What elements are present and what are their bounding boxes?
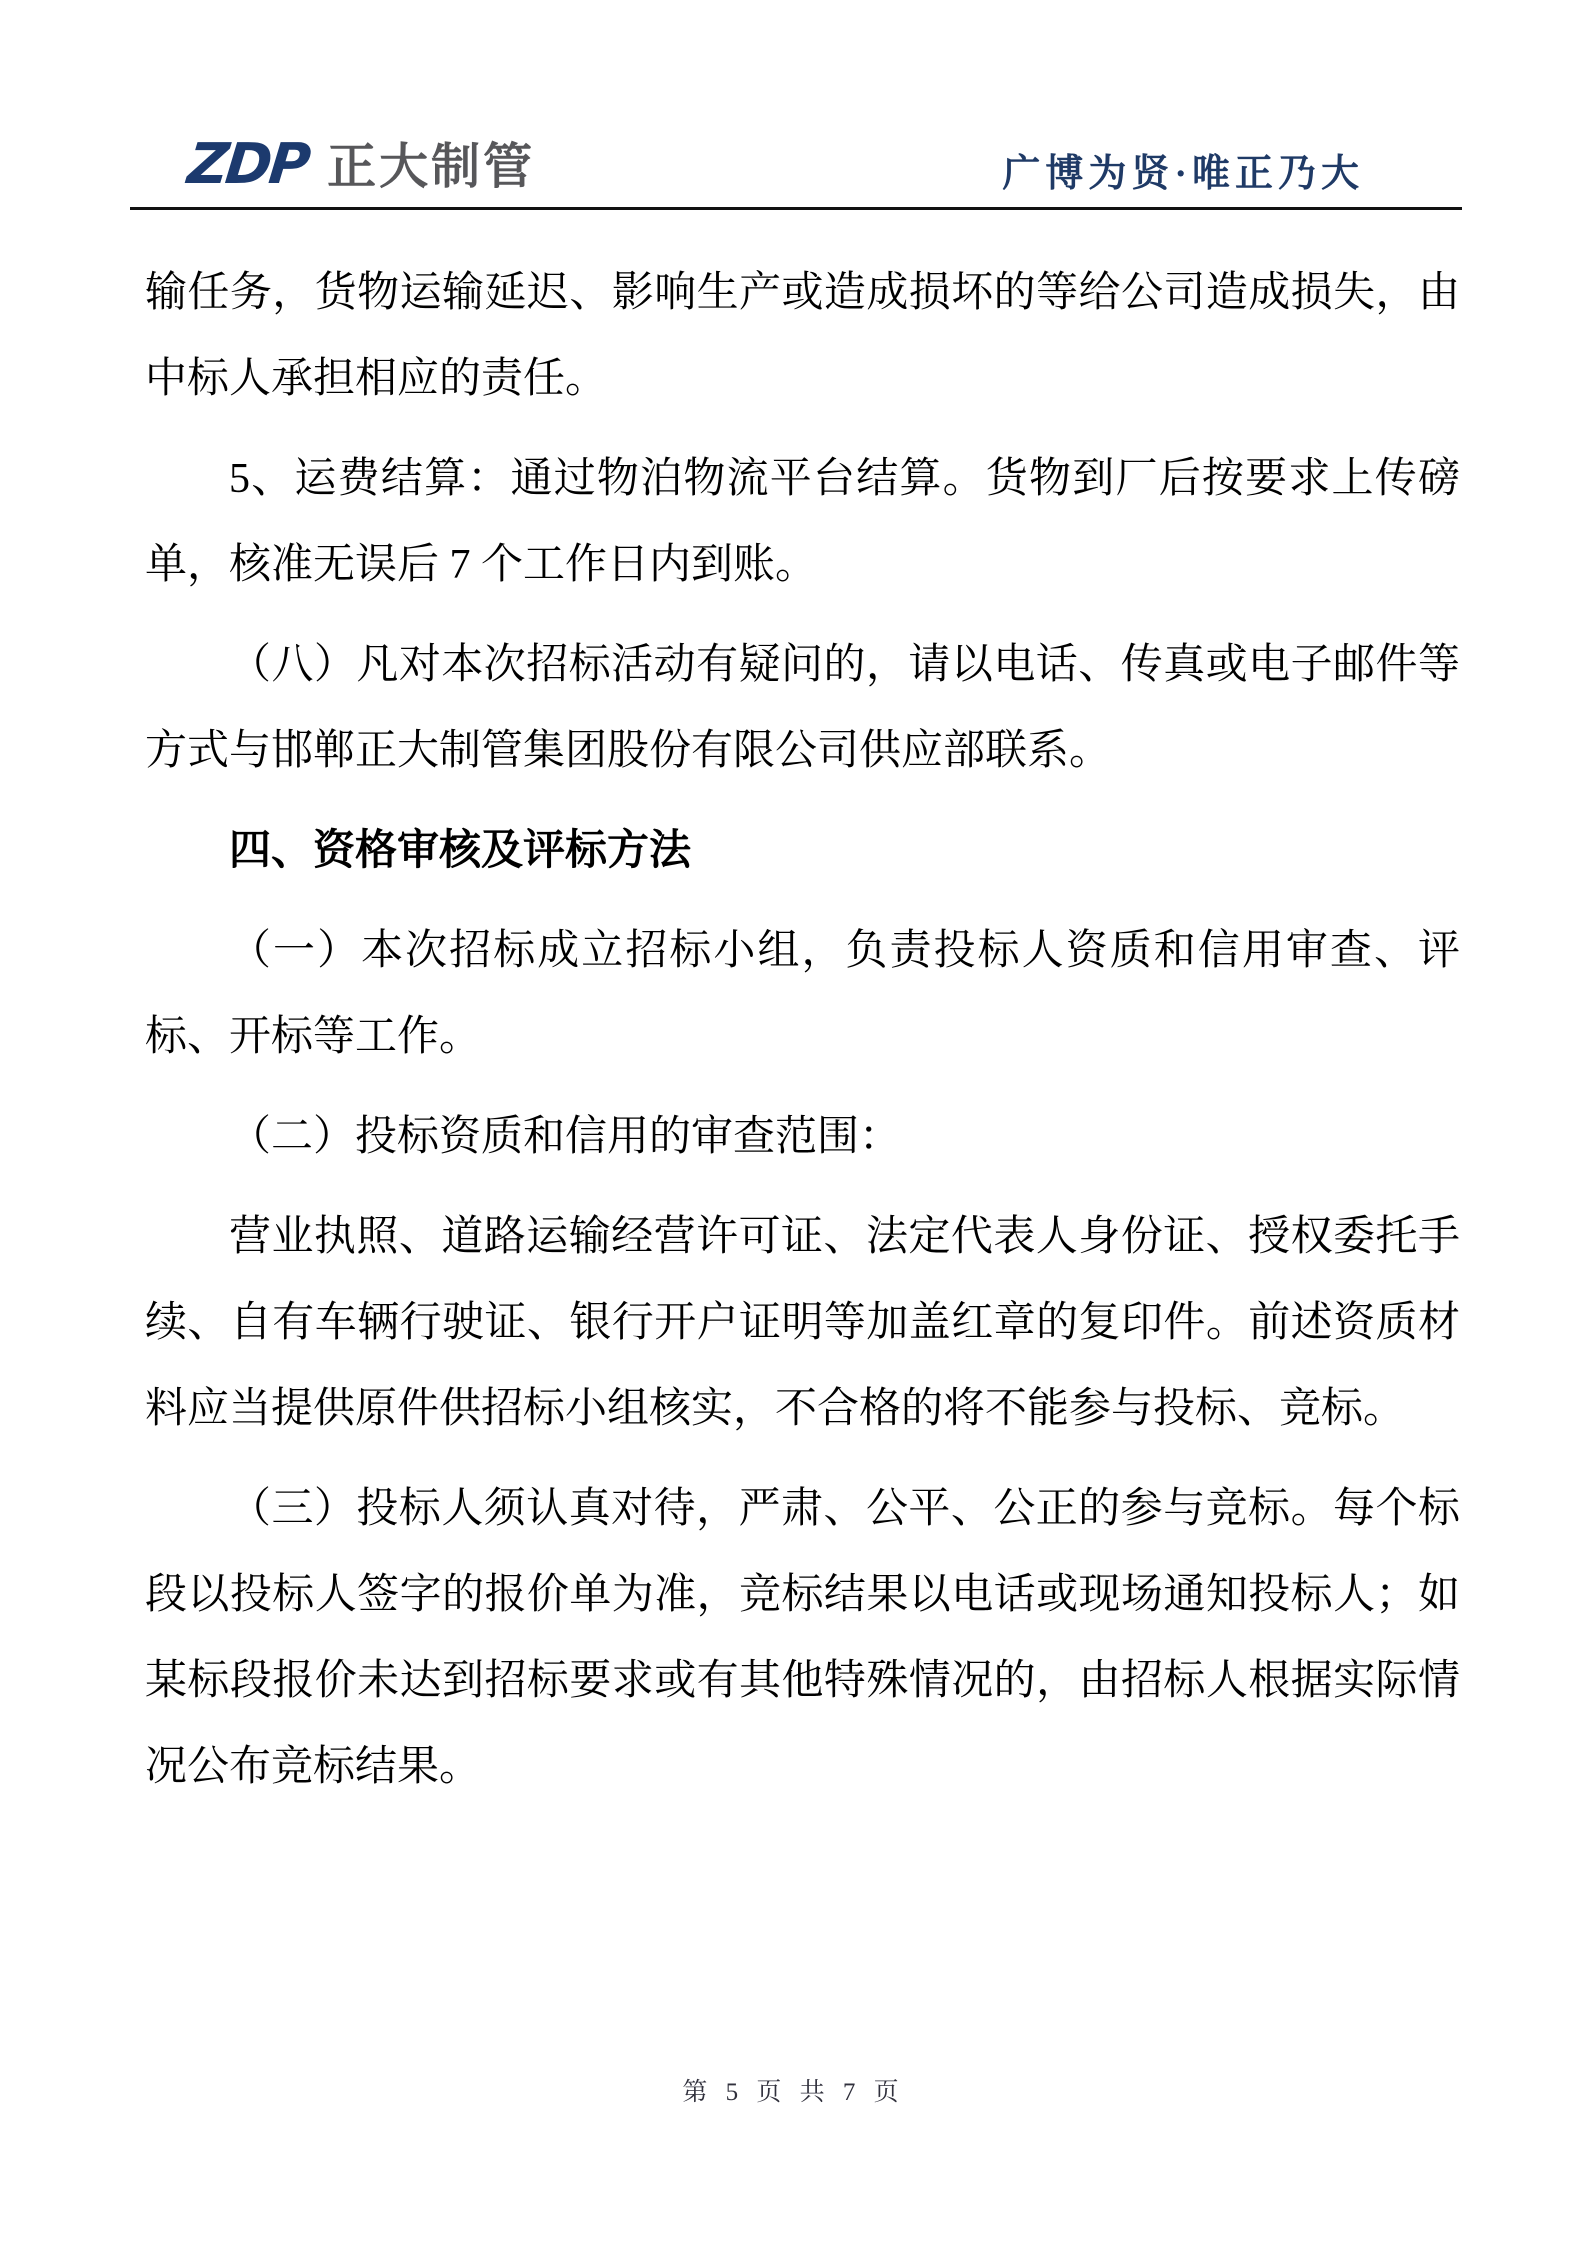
section-heading-qualification-review: 四、资格审核及评标方法	[229, 828, 692, 874]
paragraph-bidder-conduct: （三）投标人须认真对待，严肃、公平、公正的参与竞标。每个标段以投标人签字的报价单为准，竞标结果以电话或现场通知投标人；如某标段报价未达到招标要求或有其他特殊情况的，由招标人根据实际情况公布竞标结果。	[145, 1486, 1460, 1790]
document-body	[145, 250, 1460, 1824]
page-number-label: 第 5 页 共 7 页	[682, 2079, 905, 2106]
paragraph-liability-continuation: 输任务，货物运输延迟、影响生产或造成损坏的等给公司造成损失，由中标人承担相应的责任。	[145, 270, 1460, 402]
logo-company-name: 正大制管	[327, 138, 536, 195]
logo-zdp-mark: ZDP	[184, 132, 311, 197]
paragraph-required-documents: 营业执照、道路运输经营许可证、法定代表人身份证、授权委托手续、自有车辆行驶证、银行开户证明等加盖红章的复印件。前述资质材料应当提供原件供招标小组核实，不合格的将不能参与投标、竞标。	[145, 1214, 1460, 1432]
paragraph-review-scope: （二）投标资质和信用的审查范围：	[229, 1114, 902, 1160]
company-logo	[184, 132, 536, 197]
paragraph-contact-info: （八）凡对本次招标活动有疑问的，请以电话、传真或电子邮件等方式与邯郸正大制管集团股份有限公司供应部联系。	[145, 642, 1460, 774]
company-tagline: 广博为贤·唯正乃大	[1002, 153, 1364, 195]
page-header	[130, 128, 1462, 210]
page-footer	[0, 2072, 1587, 2108]
paragraph-bid-evaluation-group: （一）本次招标成立招标小组，负责投标人资质和信用审查、评标、开标等工作。	[145, 928, 1460, 1060]
paragraph-freight-settlement: 5、运费结算：通过物泊物流平台结算。货物到厂后按要求上传磅单，核准无误后 7 个工作日内到账。	[145, 456, 1460, 588]
